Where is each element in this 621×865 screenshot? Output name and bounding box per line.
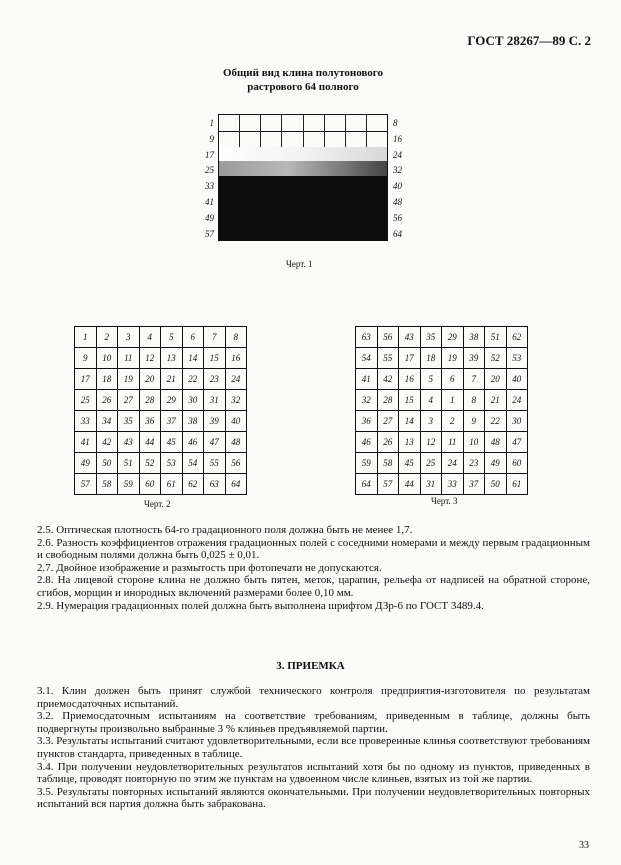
grid-cell: 63	[204, 474, 226, 495]
figure3-grid	[355, 326, 528, 495]
grid-cell: 6	[182, 327, 204, 348]
wedge-left-label: 57	[205, 228, 214, 239]
wedge-left-label: 49	[205, 212, 214, 223]
paragraph-3-5: 3.5. Результаты повторных испытаний являются окончательными. При получении неудовлетворительных повторных испытаний вся партия должна быть забракована.	[37, 785, 590, 811]
grid-cell: 36	[356, 411, 378, 432]
grid-cell: 12	[420, 432, 442, 453]
wedge-left-label: 33	[205, 181, 214, 192]
grid-cell: 34	[96, 411, 118, 432]
figure2-grid	[74, 326, 247, 495]
paragraph-2-7: 2.7. Двойное изображение и размытость при фотопечати не допускаются.	[37, 561, 382, 574]
grid-row	[75, 390, 247, 411]
grid-cell: 11	[442, 432, 464, 453]
grid-cell: 2	[442, 411, 464, 432]
grid-cell: 44	[399, 474, 421, 495]
grid-cell: 26	[377, 432, 399, 453]
grid-row	[356, 390, 528, 411]
grid-cell: 16	[225, 348, 247, 369]
grid-row	[356, 474, 528, 495]
figure1-title-line1: Общий вид клина полутонового	[222, 67, 384, 79]
grid-cell: 24	[225, 369, 247, 390]
grid-row	[75, 432, 247, 453]
wedge-right-label: 24	[393, 149, 402, 160]
grid-cell: 11	[118, 348, 140, 369]
paragraph-3-4: 3.4. При получении неудовлетворительных результатов испытаний хотя бы по одному из пунктов, приведенных в таблице, проводят повторную по этим же пунктам на удвоенном числе клиньев, взятых из той же партии.	[37, 760, 590, 786]
grid-cell: 29	[161, 390, 183, 411]
grid-cell: 45	[399, 453, 421, 474]
grid-cell: 12	[139, 348, 161, 369]
grid-row	[75, 327, 247, 348]
grid-row	[75, 411, 247, 432]
grid-row	[356, 327, 528, 348]
grid-cell: 22	[182, 369, 204, 390]
grid-cell: 29	[442, 327, 464, 348]
grid-cell: 10	[96, 348, 118, 369]
grid-cell: 5	[420, 369, 442, 390]
grid-cell: 13	[161, 348, 183, 369]
grid-cell: 24	[442, 453, 464, 474]
wedge-right-label: 40	[393, 181, 402, 192]
grid-cell: 17	[75, 369, 97, 390]
grid-cell: 9	[75, 348, 97, 369]
grid-cell: 56	[225, 453, 247, 474]
grid-cell: 43	[399, 327, 421, 348]
grid-cell: 8	[225, 327, 247, 348]
grid-cell: 49	[75, 453, 97, 474]
grid-cell: 35	[118, 411, 140, 432]
figure3-caption: Черт. 3	[431, 496, 458, 506]
grid-cell: 39	[204, 411, 226, 432]
grid-cell: 41	[75, 432, 97, 453]
grid-cell: 39	[463, 348, 485, 369]
grid-cell: 48	[485, 432, 507, 453]
figure2-caption: Черт. 2	[144, 499, 171, 509]
grid-cell: 58	[96, 474, 118, 495]
grid-cell: 22	[485, 411, 507, 432]
grid-cell: 58	[377, 453, 399, 474]
grid-cell: 5	[161, 327, 183, 348]
grid-cell: 8	[463, 390, 485, 411]
grid-cell: 41	[356, 369, 378, 390]
grid-cell: 10	[463, 432, 485, 453]
grid-cell: 18	[96, 369, 118, 390]
grid-cell: 16	[399, 369, 421, 390]
grid-cell: 57	[75, 474, 97, 495]
grid-cell: 62	[506, 327, 528, 348]
grid-cell: 33	[75, 411, 97, 432]
page-number: 33	[579, 840, 589, 851]
section2-paragraphs	[37, 524, 590, 612]
grid-cell: 3	[118, 327, 140, 348]
grid-row	[75, 474, 247, 495]
grid-cell: 63	[356, 327, 378, 348]
paragraph-3-2: 3.2. Приемосдаточным испытаниям на соответствие требованиям, приведенным в таблице, должны быть подвергнуты произвольно выбранные 3 % клиньев предъявляемой партии.	[37, 710, 590, 735]
grid-cell: 46	[356, 432, 378, 453]
paragraph-2-8: 2.8. На лицевой стороне клина не должно быть пятен, меток, царапин, рельефа от надписей на обратной стороне, сгибов, морщин и инородных включений размерами более 0,10 мм.	[37, 574, 590, 599]
grid-cell: 28	[139, 390, 161, 411]
grid-cell: 51	[118, 453, 140, 474]
grid-cell: 59	[356, 453, 378, 474]
halftone-wedge	[218, 114, 388, 241]
grid-cell: 60	[139, 474, 161, 495]
grid-cell: 61	[161, 474, 183, 495]
grid-cell: 36	[139, 411, 161, 432]
wedge-right-label: 56	[393, 212, 402, 223]
grid-cell: 25	[420, 453, 442, 474]
wedge-left-label: 25	[205, 165, 214, 176]
grid-cell: 24	[506, 390, 528, 411]
wedge-row-2	[219, 131, 387, 148]
grid-cell: 35	[420, 327, 442, 348]
grid-cell: 3	[420, 411, 442, 432]
grid-cell: 25	[75, 390, 97, 411]
grid-cell: 4	[420, 390, 442, 411]
grid-cell: 49	[485, 453, 507, 474]
grid-row	[75, 348, 247, 369]
grid-cell: 33	[442, 474, 464, 495]
grid-cell: 31	[204, 390, 226, 411]
grid-cell: 21	[485, 390, 507, 411]
grid-cell: 43	[118, 432, 140, 453]
grid-cell: 53	[161, 453, 183, 474]
grid-cell: 59	[118, 474, 140, 495]
grid-cell: 30	[182, 390, 204, 411]
grid-cell: 42	[96, 432, 118, 453]
grid-cell: 13	[399, 432, 421, 453]
grid-cell: 7	[463, 369, 485, 390]
grid-cell: 50	[96, 453, 118, 474]
wedge-left-label: 9	[209, 133, 214, 144]
wedge-right-label: 8	[393, 118, 398, 128]
grid-cell: 17	[399, 348, 421, 369]
grid-cell: 55	[204, 453, 226, 474]
grid-cell: 7	[204, 327, 226, 348]
wedge-row-3	[219, 147, 387, 162]
grid-cell: 20	[139, 369, 161, 390]
grid-cell: 52	[485, 348, 507, 369]
grid-cell: 19	[118, 369, 140, 390]
grid-cell: 64	[225, 474, 247, 495]
grid-cell: 27	[118, 390, 140, 411]
grid-cell: 62	[182, 474, 204, 495]
wedge-left-label: 17	[205, 149, 214, 160]
paragraph-2-5: 2.5. Оптическая плотность 64-го градационного поля должна быть не менее 1,7.	[37, 524, 413, 536]
grid-cell: 30	[506, 411, 528, 432]
grid-cell: 51	[485, 327, 507, 348]
grid-cell: 54	[356, 348, 378, 369]
wedge-right-label: 64	[393, 228, 402, 239]
grid-cell: 54	[182, 453, 204, 474]
grid-cell: 18	[420, 348, 442, 369]
document-header: ГОСТ 28267—89 С. 2	[467, 33, 591, 48]
grid-cell: 60	[506, 453, 528, 474]
grid-cell: 57	[377, 474, 399, 495]
grid-row	[356, 369, 528, 390]
grid-cell: 14	[182, 348, 204, 369]
figure1-title	[200, 66, 406, 94]
grid-cell: 26	[96, 390, 118, 411]
grid-cell: 1	[442, 390, 464, 411]
wedge-row-4	[219, 161, 387, 176]
grid-cell: 4	[139, 327, 161, 348]
grid-cell: 23	[204, 369, 226, 390]
grid-cell: 37	[161, 411, 183, 432]
grid-cell: 64	[356, 474, 378, 495]
grid-row	[356, 453, 528, 474]
paragraph-2-9: 2.9. Нумерация градационных полей должна быть выполнена шрифтом ДЗр-6 по ГОСТ 3489.4.	[37, 599, 484, 612]
grid-cell: 31	[420, 474, 442, 495]
paragraph-3-1: 3.1. Клин должен быть принят службой технического контроля предприятия-изготовителя по результатам приемосдаточных испытаний.	[37, 685, 590, 710]
wedge-dark-block	[219, 176, 387, 240]
wedge-right-label: 48	[393, 197, 402, 207]
grid-row	[356, 432, 528, 453]
wedge-right-label: 16	[393, 133, 402, 144]
grid-cell: 32	[356, 390, 378, 411]
paragraph-2-6: 2.6. Разность коэффициентов отражения градационных полей с соседними номерами и между первым градационным и свободным полями должна быть 0,025 ± 0,01.	[37, 536, 590, 562]
figure1-title-line2: растрового 64 полного	[247, 81, 359, 93]
grid-cell: 23	[463, 453, 485, 474]
section-title: 3. ПРИЕМКА	[276, 660, 345, 672]
grid-cell: 21	[161, 369, 183, 390]
wedge-row-1	[219, 115, 387, 132]
wedge-right-label: 32	[393, 165, 402, 176]
grid-cell: 42	[377, 369, 399, 390]
grid-cell: 2	[96, 327, 118, 348]
grid-cell: 47	[506, 432, 528, 453]
grid-cell: 19	[442, 348, 464, 369]
grid-cell: 28	[377, 390, 399, 411]
grid-row	[356, 348, 528, 369]
grid-cell: 52	[139, 453, 161, 474]
grid-cell: 46	[182, 432, 204, 453]
grid-cell: 14	[399, 411, 421, 432]
figure1-caption: Черт. 1	[286, 259, 313, 269]
paragraph-3-3: 3.3. Результаты испытаний считают удовлетворительными, если все проверенные клинья соответствуют требованиям пунктов стандарта, приведенных в таблице.	[37, 735, 590, 760]
grid-cell: 37	[463, 474, 485, 495]
grid-cell: 15	[204, 348, 226, 369]
wedge-left-label: 41	[205, 197, 214, 207]
grid-cell: 1	[75, 327, 97, 348]
grid-cell: 45	[161, 432, 183, 453]
grid-cell: 32	[225, 390, 247, 411]
grid-cell: 6	[442, 369, 464, 390]
grid-cell: 55	[377, 348, 399, 369]
grid-cell: 40	[225, 411, 247, 432]
grid-cell: 40	[506, 369, 528, 390]
grid-cell: 44	[139, 432, 161, 453]
grid-row	[356, 411, 528, 432]
grid-cell: 56	[377, 327, 399, 348]
grid-cell: 47	[204, 432, 226, 453]
grid-cell: 38	[463, 327, 485, 348]
grid-cell: 38	[182, 411, 204, 432]
grid-row	[75, 453, 247, 474]
wedge-left-label: 1	[209, 118, 214, 128]
section3-paragraphs	[37, 685, 590, 811]
grid-cell: 50	[485, 474, 507, 495]
grid-cell: 53	[506, 348, 528, 369]
grid-cell: 61	[506, 474, 528, 495]
grid-cell: 20	[485, 369, 507, 390]
grid-row	[75, 369, 247, 390]
grid-cell: 9	[463, 411, 485, 432]
grid-cell: 27	[377, 411, 399, 432]
grid-cell: 15	[399, 390, 421, 411]
grid-cell: 48	[225, 432, 247, 453]
